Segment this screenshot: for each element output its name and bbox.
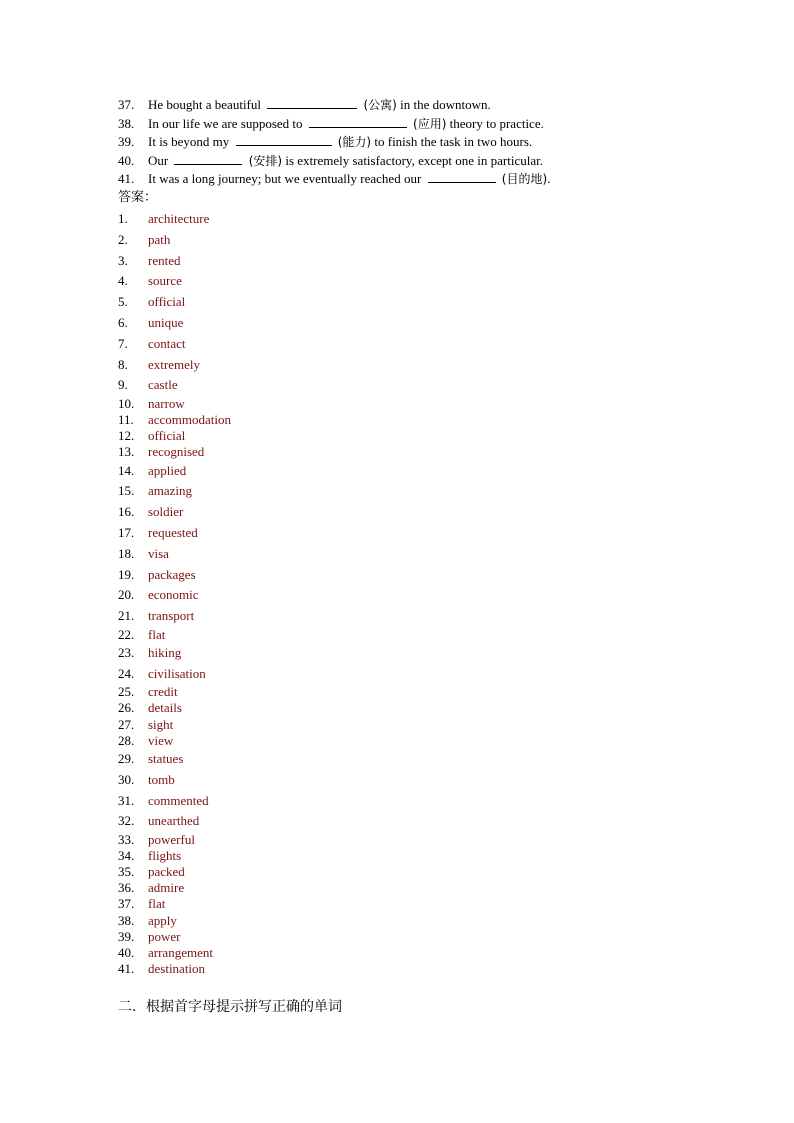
answer-item [118,848,181,864]
question-text-after: is extremely satisfactory, except one in particular. [285,153,543,168]
answer-word: architecture [148,211,210,226]
answer-item [118,666,206,682]
answer-item [118,880,184,896]
answer-number: 33. [118,832,135,847]
answer-word: source [148,273,182,288]
answer-item [118,645,181,661]
answer-item [118,627,165,643]
answer-word: destination [148,961,206,976]
answer-item [118,377,178,393]
answer-word: flights [148,848,182,863]
answer-word: packed [148,864,185,879]
question-number: 41. [118,171,135,186]
answers-label: 答案： [118,190,158,205]
chinese-hint: (应用) [413,117,447,131]
answer-word: commented [148,793,209,808]
answer-item [118,813,199,829]
answer-word: sight [148,717,174,732]
question-text-before: In our life we are supposed to [148,116,303,131]
answer-number: 9. [118,377,128,392]
answer-word: amazing [148,483,193,498]
question-text-before: He bought a beautiful [148,97,261,112]
answer-number: 28. [118,733,135,748]
answer-word: unearthed [148,813,200,828]
answer-word: view [148,733,174,748]
answer-number: 31. [118,793,135,808]
answer-blank [174,153,242,165]
answer-item [118,961,205,977]
answer-item [118,412,231,428]
answer-word: statues [148,751,184,766]
answer-word: transport [148,608,195,623]
answer-word: details [148,700,182,715]
answer-item [118,793,209,809]
answer-word: flat [148,896,166,911]
answer-number: 27. [118,717,135,732]
answer-number: 10. [118,396,135,411]
answer-word: power [148,929,181,944]
answer-blank [428,171,496,183]
question-text-before: It is beyond my [148,134,230,149]
answer-number: 38. [118,913,135,928]
answer-word: unique [148,315,184,330]
answer-item [118,232,170,248]
answer-item [118,567,196,583]
answer-number: 11. [118,412,134,427]
answer-number: 2. [118,232,128,247]
answer-item [118,463,186,479]
answer-number: 16. [118,504,135,519]
answer-word: rented [148,253,181,268]
answer-number: 25. [118,684,135,699]
answer-number: 32. [118,813,135,828]
answer-number: 41. [118,961,135,976]
answer-item [118,772,175,788]
question-text-after: . [547,171,551,186]
answer-word: apply [148,913,177,928]
answer-item [118,945,213,961]
answer-item [118,733,173,749]
answer-word: arrangement [148,945,213,960]
section-heading: 二．根据首字母提示拼写正确的单词 [118,999,342,1015]
answer-word: hiking [148,645,182,660]
question-text-before: It was a long journey; but we eventually reached our [148,171,422,186]
answer-number: 18. [118,546,135,561]
answer-word: extremely [148,357,200,372]
answer-word: official [148,294,186,309]
answer-item [118,396,185,412]
answer-item [118,336,186,352]
question-40 [118,153,543,169]
answer-item [118,832,195,848]
answer-number: 14. [118,463,135,478]
answer-number: 5. [118,294,128,309]
question-text-before: Our [148,153,169,168]
answer-item [118,587,199,603]
answer-item [118,211,209,227]
answer-number: 29. [118,751,135,766]
answer-word: official [148,428,186,443]
answer-number: 23. [118,645,135,660]
answer-item [118,525,198,541]
answer-item [118,428,185,444]
answer-blank [309,116,407,128]
answer-word: soldier [148,504,184,519]
answer-word: economic [148,587,199,602]
answer-number: 4. [118,273,128,288]
answer-number: 30. [118,772,135,787]
answer-item [118,444,204,460]
answer-number: 24. [118,666,135,681]
question-number: 38. [118,116,135,131]
answer-item [118,294,185,310]
answer-word: packages [148,567,196,582]
answer-item [118,717,173,733]
answer-number: 35. [118,864,135,879]
answer-word: path [148,232,171,247]
chinese-hint: (目的地) [501,172,548,186]
question-number: 40. [118,153,135,168]
answer-word: recognised [148,444,205,459]
chinese-hint: (安排) [248,154,283,168]
answer-number: 36. [118,880,135,895]
answer-word: applied [148,463,187,478]
answer-item [118,253,180,269]
answer-number: 8. [118,357,128,372]
question-number: 39. [118,134,135,149]
answer-item [118,315,183,331]
answer-blank [236,134,332,146]
answer-number: 20. [118,587,135,602]
answer-word: castle [148,377,178,392]
answer-item [118,273,182,289]
chinese-hint: (能力) [337,135,372,149]
answer-item [118,483,192,499]
answer-item [118,684,178,700]
answer-number: 6. [118,315,128,330]
question-39 [118,134,532,150]
answer-number: 3. [118,253,128,268]
answer-number: 12. [118,428,135,443]
question-41 [118,171,550,187]
answer-number: 17. [118,525,135,540]
answer-word: narrow [148,396,185,411]
answer-item [118,504,183,520]
answer-number: 40. [118,945,135,960]
answer-number: 21. [118,608,135,623]
answer-word: powerful [148,832,195,847]
question-text-after: theory to practice. [449,116,544,131]
answer-blank [267,97,357,109]
answer-item [118,700,182,716]
answer-item [118,546,169,562]
chinese-hint: (公寓) [363,98,397,112]
question-number: 37. [118,97,135,112]
question-38 [118,116,544,132]
answer-item [118,913,177,929]
answer-word: civilisation [148,666,206,681]
answer-item [118,608,194,624]
answer-number: 7. [118,336,128,351]
answer-item [118,864,185,880]
question-text-after: to finish the task in two hours. [374,134,533,149]
answer-number: 13. [118,444,135,459]
answer-number: 34. [118,848,135,863]
answer-word: admire [148,880,185,895]
answer-word: contact [148,336,186,351]
answer-item [118,896,165,912]
answer-number: 19. [118,567,135,582]
answer-word: visa [148,546,169,561]
answer-number: 37. [118,896,135,911]
answer-number: 15. [118,483,135,498]
answer-number: 26. [118,700,135,715]
answer-item [118,929,181,945]
answer-word: credit [148,684,178,699]
answer-item [118,357,200,373]
question-37 [118,97,491,113]
answer-item [118,751,183,767]
answer-number: 39. [118,929,135,944]
answer-word: flat [148,627,166,642]
answer-word: tomb [148,772,175,787]
question-text-after: in the downtown. [400,97,491,112]
answer-number: 1. [118,211,128,226]
answer-word: requested [148,525,198,540]
answer-number: 22. [118,627,135,642]
answer-word: accommodation [148,412,232,427]
